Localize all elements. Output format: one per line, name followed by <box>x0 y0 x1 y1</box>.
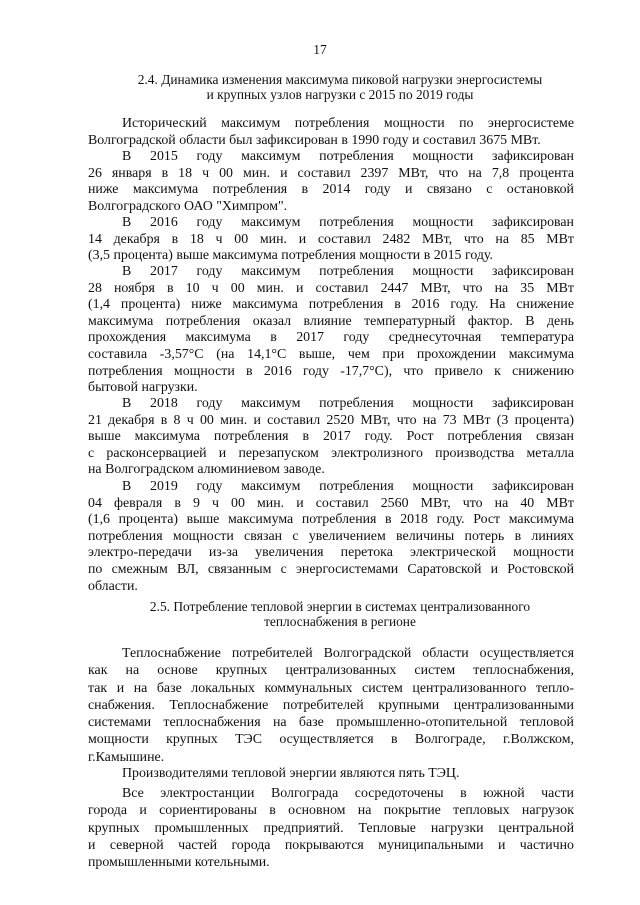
text-line: Волгоградского ОАО "Химпром". <box>88 198 288 214</box>
paragraph-2018 <box>88 396 574 479</box>
text-line: с расконсервацией и перезапуском электролизного производства металла <box>88 445 574 461</box>
text-line: В 2016 году максимум потребления мощности зафиксирован <box>122 215 574 230</box>
text-line: В 2017 году максимум потребления мощности зафиксирован <box>122 264 574 279</box>
text-line: электро-передачи из-за увеличения перетока электрической мощности <box>88 545 574 561</box>
text-line: мощности крупных ТЭС осуществляется в Волгограде, г.Волжском, <box>88 732 574 748</box>
paragraph-heat-supply <box>88 645 574 766</box>
text-line: В 2019 году максимум потребления мощности зафиксирован <box>122 479 574 494</box>
text-line: системами теплоснабжения на базе промышленно-отопительной тепловой <box>88 715 574 731</box>
paragraph-producers <box>88 765 574 782</box>
text-line: и северной частей города покрываются муниципальными и частично <box>88 837 574 853</box>
text-line: г.Камышине. <box>88 749 165 765</box>
text-line: (1,6 процента) выше максимума потребления в 2018 году. Рост максимума <box>88 512 574 528</box>
paragraph-2019 <box>88 479 574 595</box>
text-line: В 2018 году максимум потребления мощности зафиксирован <box>122 396 574 411</box>
heading-line: 2.5. Потребление тепловой энергии в системах централизованного <box>149 599 531 614</box>
text-line: выше максимума потребления в 2017 году. Рост потребления связан <box>88 429 574 445</box>
text-line: максимума потребления оказал влияние температурный фактор. В день <box>88 313 574 329</box>
text-line: бытовой нагрузки. <box>88 380 198 396</box>
text-line: (3,5 процента) выше максимума потребления мощности в 2015 году. <box>88 248 493 264</box>
text-line: области. <box>88 578 138 594</box>
text-line: промышленными котельными. <box>88 855 270 871</box>
text-line: (1,4 процента) ниже максимума потребления в 2016 году. На снижение <box>88 297 574 313</box>
paragraph-power-stations <box>88 785 574 871</box>
heading-line: теплоснабжения в регионе <box>264 614 416 629</box>
text-line: В 2015 году максимум потребления мощности зафиксирован <box>122 149 574 164</box>
section-2-4-heading <box>100 72 580 102</box>
text-line: ниже максимума потребления в 2014 году и связано с остановкой <box>88 182 574 198</box>
text-line: на Волгоградском алюминиевом заводе. <box>88 462 325 478</box>
text-line: как на основе крупных централизованных систем теплоснабжения, <box>88 663 574 679</box>
text-line: по смежным ВЛ, связанным с энергосистемами Саратовской и Ростовской <box>88 561 574 577</box>
text-line: снабжения. Теплоснабжение потребителей крупными централизованными <box>88 697 574 713</box>
text-line: города и сориентированы в основном на покрытие тепловых нагрузок <box>88 803 574 819</box>
text-line: потребления мощности в 2016 году -17,7°С), что привело к снижению <box>88 363 574 379</box>
paragraph-2016 <box>88 215 574 265</box>
text-line: крупных промышленных предприятий. Тепловые нагрузки центральной <box>88 820 574 836</box>
text-line: 14 декабря в 18 ч 00 мин. и составил 2482 МВт, что на 85 МВт <box>88 231 574 247</box>
text-line: 26 января в 18 ч 00 мин. и составил 2397 МВт, что на 7,8 процента <box>88 165 574 181</box>
text-line: так и на базе локальных коммунальных систем централизованного тепло- <box>88 680 574 696</box>
heading-line: 2.4. Динамика изменения максимума пиковой нагрузки энергосистемы <box>137 72 543 87</box>
paragraph-2015 <box>88 149 574 215</box>
section-2-5-heading <box>100 599 580 629</box>
paragraph-2017 <box>88 264 574 397</box>
paragraph-historical-max <box>88 116 574 149</box>
page-number: 17 <box>313 42 327 57</box>
text-line: прохождения максимума в 2017 году среднесуточная температура <box>88 330 574 346</box>
text-line: Теплоснабжение потребителей Волгоградской области осуществляется <box>122 646 574 661</box>
heading-line: и крупных узлов нагрузки с 2015 по 2019 годы <box>206 87 474 102</box>
text-line: потребления мощности связан с увеличением величины потерь в линиях <box>88 528 574 544</box>
text-line: 28 ноября в 10 ч 00 мин. и составил 2447 МВт, что на 35 МВт <box>88 280 574 296</box>
text-line: Волгоградской области был зафиксирован в 1990 году и составил 3675 МВт. <box>88 132 541 148</box>
text-line: Исторический максимум потребления мощности по энергосистеме <box>122 116 574 131</box>
text-line: 04 февраля в 9 ч 00 мин. и составил 2560 МВт, что на 40 МВт <box>88 495 574 511</box>
text-line: Производителями тепловой энергии являются пять ТЭЦ. <box>122 766 460 781</box>
text-line: 21 декабря в 8 ч 00 мин. и составил 2520 МВт, что на 73 МВт (3 процента) <box>88 412 574 428</box>
text-line: составила -3,57°С (на 14,1°С выше, чем при прохождении максимума <box>88 346 574 362</box>
text-line: Все электростанции Волгограда сосредоточены в южной части <box>122 786 574 801</box>
